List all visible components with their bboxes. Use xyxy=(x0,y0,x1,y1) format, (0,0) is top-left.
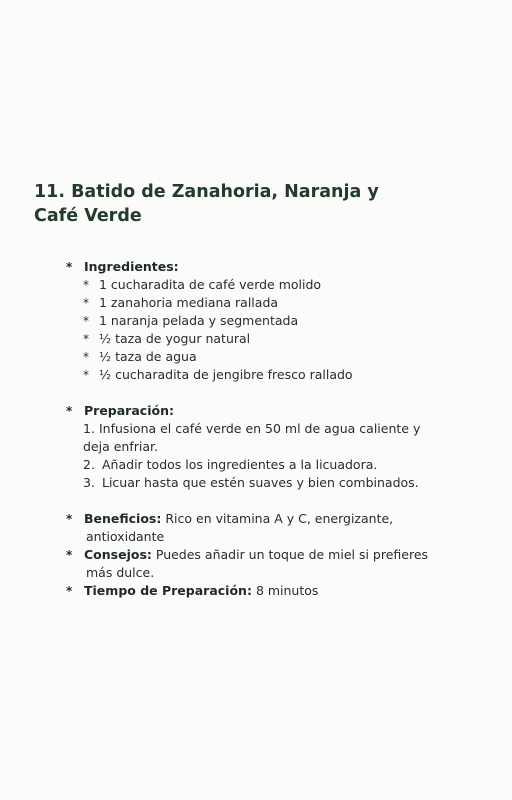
ingredient-item: 1 zanahoria mediana rallada xyxy=(99,295,279,310)
preparation-heading: Preparación: xyxy=(84,403,174,418)
step-text-continued: deja enfriar. xyxy=(83,439,158,454)
benefits-text: Rico en vitamina A y C, energizante, xyxy=(165,511,394,526)
bullet-ingredient-1: * xyxy=(83,278,89,292)
step-number: 1. xyxy=(83,421,95,436)
step-text: Añadir todos los ingredientes a la licuadora. xyxy=(102,457,378,472)
benefits-label: Beneficios: xyxy=(84,511,162,526)
bullet-tips: * xyxy=(66,548,73,562)
step-number: 3. xyxy=(83,475,95,490)
tips-text-continued: más dulce. xyxy=(86,565,155,580)
benefits-text-continued: antioxidante xyxy=(86,529,165,544)
ingredient-item: ½ cucharadita de jengibre fresco rallado xyxy=(99,367,353,382)
bullet-preparation: * xyxy=(66,404,73,418)
prep-time-line xyxy=(84,582,318,600)
step-text: Licuar hasta que estén suaves y bien combinados. xyxy=(102,475,419,490)
tips-label: Consejos: xyxy=(84,547,152,562)
recipe-title-line-1: 11. Batido de Zanahoria, Naranja y xyxy=(34,182,379,202)
bullet-ingredients: * xyxy=(66,260,73,274)
benefits-line xyxy=(84,510,393,528)
ingredients-heading: Ingredientes: xyxy=(84,259,179,274)
tips-text: Puedes añadir un toque de miel si prefieres xyxy=(155,547,429,562)
bullet-ingredient-3: * xyxy=(83,314,89,328)
ingredient-item: 1 cucharadita de café verde molido xyxy=(99,277,322,292)
step-number: 2. xyxy=(83,457,95,472)
recipe-title xyxy=(34,180,454,228)
bullet-ingredient-2: * xyxy=(83,296,89,310)
prep-time-value: 8 minutos xyxy=(255,583,319,598)
bullet-prep-time: * xyxy=(66,584,73,598)
ingredient-item: 1 naranja pelada y segmentada xyxy=(99,313,299,328)
ingredient-item: ½ taza de agua xyxy=(99,349,197,364)
bullet-ingredient-6: * xyxy=(83,368,89,382)
bullet-ingredient-5: * xyxy=(83,350,89,364)
prep-time-label: Tiempo de Preparación: xyxy=(84,583,252,598)
tips-line xyxy=(84,546,428,564)
bullet-benefits: * xyxy=(66,512,73,526)
bullet-ingredient-4: * xyxy=(83,332,89,346)
ingredient-item: ½ taza de yogur natural xyxy=(99,331,251,346)
step-text: Infusiona el café verde en 50 ml de agua caliente y xyxy=(99,421,421,436)
recipe-title-line-2: Café Verde xyxy=(34,206,142,226)
